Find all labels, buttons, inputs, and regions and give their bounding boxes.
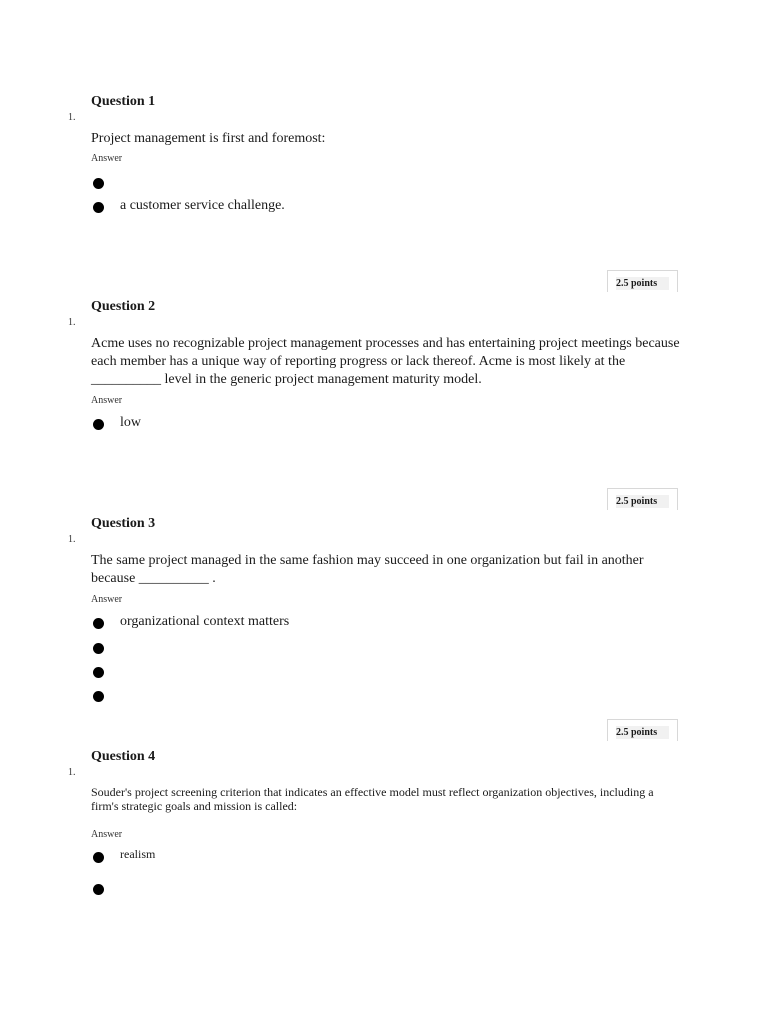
- question-4-title: Question 4: [91, 749, 156, 764]
- question-4-answer-label: Answer: [91, 829, 123, 840]
- question-3-points-badge: [607, 488, 678, 510]
- question-2-answer-label: Answer: [91, 395, 123, 406]
- question-4-option-2-bullet-icon[interactable]: [93, 884, 104, 895]
- question-1-option-2-text: a customer service challenge.: [120, 198, 285, 213]
- question-4-option-1-text: realism: [120, 847, 156, 861]
- question-2-title: Question 2: [91, 299, 156, 314]
- question-1-number: 1.: [68, 112, 76, 123]
- question-3-option-3-bullet-icon[interactable]: [93, 667, 104, 678]
- question-2-points-badge: [607, 270, 678, 292]
- question-3-text: The same project managed in the same fashion may succeed in one organization but fail in another because __________ .: [91, 553, 644, 586]
- question-4-number: 1.: [68, 767, 76, 778]
- question-3-number: 1.: [68, 534, 76, 545]
- question-2-option-1-bullet-icon[interactable]: [93, 419, 104, 430]
- question-2-number: 1.: [68, 317, 76, 328]
- question-3-answer-label: Answer: [91, 594, 123, 605]
- question-4-points-text: 2.5 points: [616, 726, 669, 739]
- question-3-option-1-text: organizational context matters: [120, 614, 290, 629]
- question-1-option-2-bullet-icon[interactable]: [93, 202, 104, 213]
- question-3-points-text: 2.5 points: [616, 495, 669, 508]
- question-2-text: Acme uses no recognizable project management processes and has entertaining project meetings because each member has a unique way of reporting progress or lack thereof. Acme is most likely at the __________ level in the generic project management maturity model.: [91, 336, 680, 387]
- question-1-title: Question 1: [91, 94, 156, 109]
- question-3-title: Question 3: [91, 516, 156, 531]
- question-2-option-1-text: low: [120, 415, 141, 430]
- question-1-text: Project management is first and foremost:: [91, 131, 326, 146]
- question-1-answer-label: Answer: [91, 153, 123, 164]
- question-3-option-1-bullet-icon[interactable]: [93, 618, 104, 629]
- question-2-points-text: 2.5 points: [616, 277, 669, 290]
- question-4-text: Souder's project screening criterion that indicates an effective model must reflect organization objectives, including a firm's strategic goals and mission is called:: [91, 785, 654, 813]
- question-4-points-badge: [607, 719, 678, 741]
- question-1-option-1-bullet-icon[interactable]: [93, 178, 104, 189]
- question-3-option-4-bullet-icon[interactable]: [93, 691, 104, 702]
- question-3-option-2-bullet-icon[interactable]: [93, 643, 104, 654]
- question-4-option-1-bullet-icon[interactable]: [93, 852, 104, 863]
